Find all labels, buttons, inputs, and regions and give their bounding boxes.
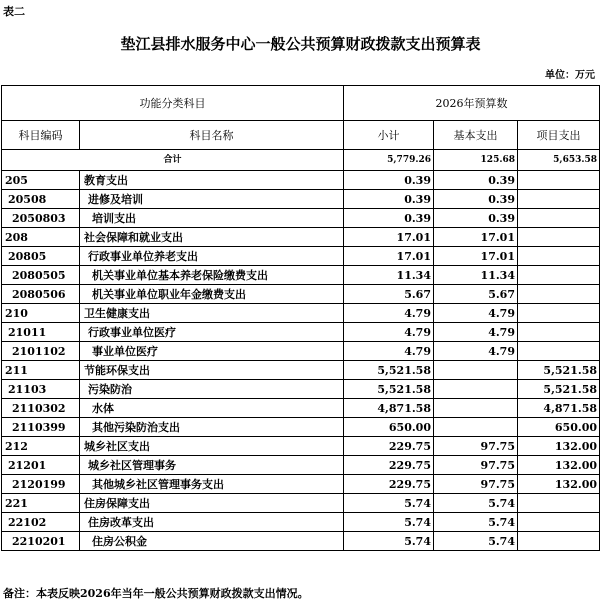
cell-code: 211 [2, 361, 80, 380]
table-row [2, 437, 600, 456]
table-row [2, 456, 600, 475]
cell-basic [434, 399, 518, 418]
cell-basic: 5.67 [434, 285, 518, 304]
cell-name: 住房保障支出 [80, 494, 344, 513]
budget-table [1, 85, 600, 551]
cell-project [518, 342, 600, 361]
cell-project [518, 494, 600, 513]
table-row [2, 513, 600, 532]
cell-basic: 17.01 [434, 228, 518, 247]
table-row [2, 342, 600, 361]
table-row [2, 380, 600, 399]
table-row [2, 285, 600, 304]
cell-code: 2080506 [2, 285, 80, 304]
cell-subtotal: 5.74 [344, 532, 434, 551]
table-row [2, 266, 600, 285]
cell-subtotal: 5.67 [344, 285, 434, 304]
cell-project: 132.00 [518, 456, 600, 475]
cell-subtotal: 0.39 [344, 209, 434, 228]
cell-subtotal: 17.01 [344, 247, 434, 266]
cell-name: 卫生健康支出 [80, 304, 344, 323]
cell-basic: 97.75 [434, 437, 518, 456]
cell-name: 城乡社区支出 [80, 437, 344, 456]
total-project: 5,653.58 [518, 150, 600, 171]
cell-basic [434, 418, 518, 437]
cell-project [518, 266, 600, 285]
header-basic: 基本支出 [434, 121, 518, 150]
cell-name: 教育支出 [80, 171, 344, 190]
cell-basic [434, 380, 518, 399]
header-project: 项目支出 [518, 121, 600, 150]
cell-basic: 0.39 [434, 190, 518, 209]
cell-project [518, 190, 600, 209]
cell-code: 221 [2, 494, 80, 513]
cell-name: 住房改革支出 [80, 513, 344, 532]
cell-code: 20508 [2, 190, 80, 209]
cell-project: 4,871.58 [518, 399, 600, 418]
cell-project [518, 513, 600, 532]
cell-code: 210 [2, 304, 80, 323]
cell-project [518, 228, 600, 247]
cell-name: 住房公积金 [80, 532, 344, 551]
table-number-label: 表二 [3, 5, 25, 18]
header-row-1 [2, 86, 600, 121]
cell-name: 培训支出 [80, 209, 344, 228]
total-row [2, 150, 600, 171]
cell-code: 2101102 [2, 342, 80, 361]
cell-basic: 4.79 [434, 304, 518, 323]
cell-name: 其他城乡社区管理事务支出 [80, 475, 344, 494]
cell-subtotal: 229.75 [344, 475, 434, 494]
table-row [2, 228, 600, 247]
table-row [2, 475, 600, 494]
cell-basic: 4.79 [434, 323, 518, 342]
total-label: 合计 [2, 150, 344, 171]
cell-project: 5,521.58 [518, 380, 600, 399]
cell-code: 2050803 [2, 209, 80, 228]
footnote: 备注：本表反映2026年当年一般公共预算财政拨款支出情况。 [3, 587, 309, 600]
cell-code: 2110399 [2, 418, 80, 437]
cell-name: 事业单位医疗 [80, 342, 344, 361]
cell-project [518, 247, 600, 266]
header-budget-2026: 2026年预算数 [344, 86, 600, 121]
cell-name: 其他污染防治支出 [80, 418, 344, 437]
cell-subtotal: 229.75 [344, 456, 434, 475]
cell-subtotal: 4.79 [344, 323, 434, 342]
cell-subtotal: 0.39 [344, 190, 434, 209]
cell-basic: 0.39 [434, 171, 518, 190]
cell-name: 节能环保支出 [80, 361, 344, 380]
cell-basic: 11.34 [434, 266, 518, 285]
cell-project [518, 532, 600, 551]
cell-subtotal: 5,521.58 [344, 361, 434, 380]
cell-code: 22102 [2, 513, 80, 532]
cell-name: 行政事业单位养老支出 [80, 247, 344, 266]
table-row [2, 323, 600, 342]
header-code: 科目编码 [2, 121, 80, 150]
header-func-category: 功能分类科目 [2, 86, 344, 121]
header-subtotal: 小计 [344, 121, 434, 150]
total-basic: 125.68 [434, 150, 518, 171]
cell-project [518, 209, 600, 228]
table-row [2, 171, 600, 190]
cell-basic: 5.74 [434, 494, 518, 513]
cell-basic: 5.74 [434, 513, 518, 532]
table-row [2, 399, 600, 418]
table-row [2, 361, 600, 380]
cell-subtotal: 11.34 [344, 266, 434, 285]
header-row-2 [2, 121, 600, 150]
cell-subtotal: 17.01 [344, 228, 434, 247]
cell-project: 650.00 [518, 418, 600, 437]
table-row [2, 209, 600, 228]
cell-subtotal: 4,871.58 [344, 399, 434, 418]
cell-subtotal: 5.74 [344, 494, 434, 513]
cell-code: 21201 [2, 456, 80, 475]
cell-subtotal: 4.79 [344, 342, 434, 361]
cell-subtotal: 0.39 [344, 171, 434, 190]
cell-basic: 17.01 [434, 247, 518, 266]
cell-name: 进修及培训 [80, 190, 344, 209]
cell-basic: 5.74 [434, 532, 518, 551]
cell-subtotal: 650.00 [344, 418, 434, 437]
cell-code: 21011 [2, 323, 80, 342]
cell-code: 2080505 [2, 266, 80, 285]
cell-basic [434, 361, 518, 380]
cell-project [518, 171, 600, 190]
cell-basic: 97.75 [434, 456, 518, 475]
cell-basic: 97.75 [434, 475, 518, 494]
cell-name: 城乡社区管理事务 [80, 456, 344, 475]
cell-project: 132.00 [518, 437, 600, 456]
table-row [2, 304, 600, 323]
cell-code: 2120199 [2, 475, 80, 494]
cell-subtotal: 5.74 [344, 513, 434, 532]
table-row [2, 532, 600, 551]
cell-project [518, 304, 600, 323]
header-name: 科目名称 [80, 121, 344, 150]
cell-code: 20805 [2, 247, 80, 266]
table-row [2, 247, 600, 266]
unit-label: 单位：万元 [545, 70, 595, 81]
cell-subtotal: 4.79 [344, 304, 434, 323]
cell-name: 机关事业单位职业年金缴费支出 [80, 285, 344, 304]
cell-project: 5,521.58 [518, 361, 600, 380]
cell-project [518, 323, 600, 342]
table-row [2, 190, 600, 209]
total-subtotal: 5,779.26 [344, 150, 434, 171]
cell-name: 污染防治 [80, 380, 344, 399]
cell-code: 205 [2, 171, 80, 190]
cell-name: 机关事业单位基本养老保险缴费支出 [80, 266, 344, 285]
cell-code: 2110302 [2, 399, 80, 418]
cell-basic: 0.39 [434, 209, 518, 228]
cell-name: 行政事业单位医疗 [80, 323, 344, 342]
page-title: 垫江县排水服务中心一般公共预算财政拨款支出预算表 [120, 35, 481, 53]
cell-code: 2210201 [2, 532, 80, 551]
cell-subtotal: 229.75 [344, 437, 434, 456]
cell-name: 水体 [80, 399, 344, 418]
table-row [2, 494, 600, 513]
cell-basic: 4.79 [434, 342, 518, 361]
cell-code: 21103 [2, 380, 80, 399]
cell-code: 208 [2, 228, 80, 247]
cell-name: 社会保障和就业支出 [80, 228, 344, 247]
cell-code: 212 [2, 437, 80, 456]
cell-project [518, 285, 600, 304]
cell-subtotal: 5,521.58 [344, 380, 434, 399]
cell-project: 132.00 [518, 475, 600, 494]
table-row [2, 418, 600, 437]
